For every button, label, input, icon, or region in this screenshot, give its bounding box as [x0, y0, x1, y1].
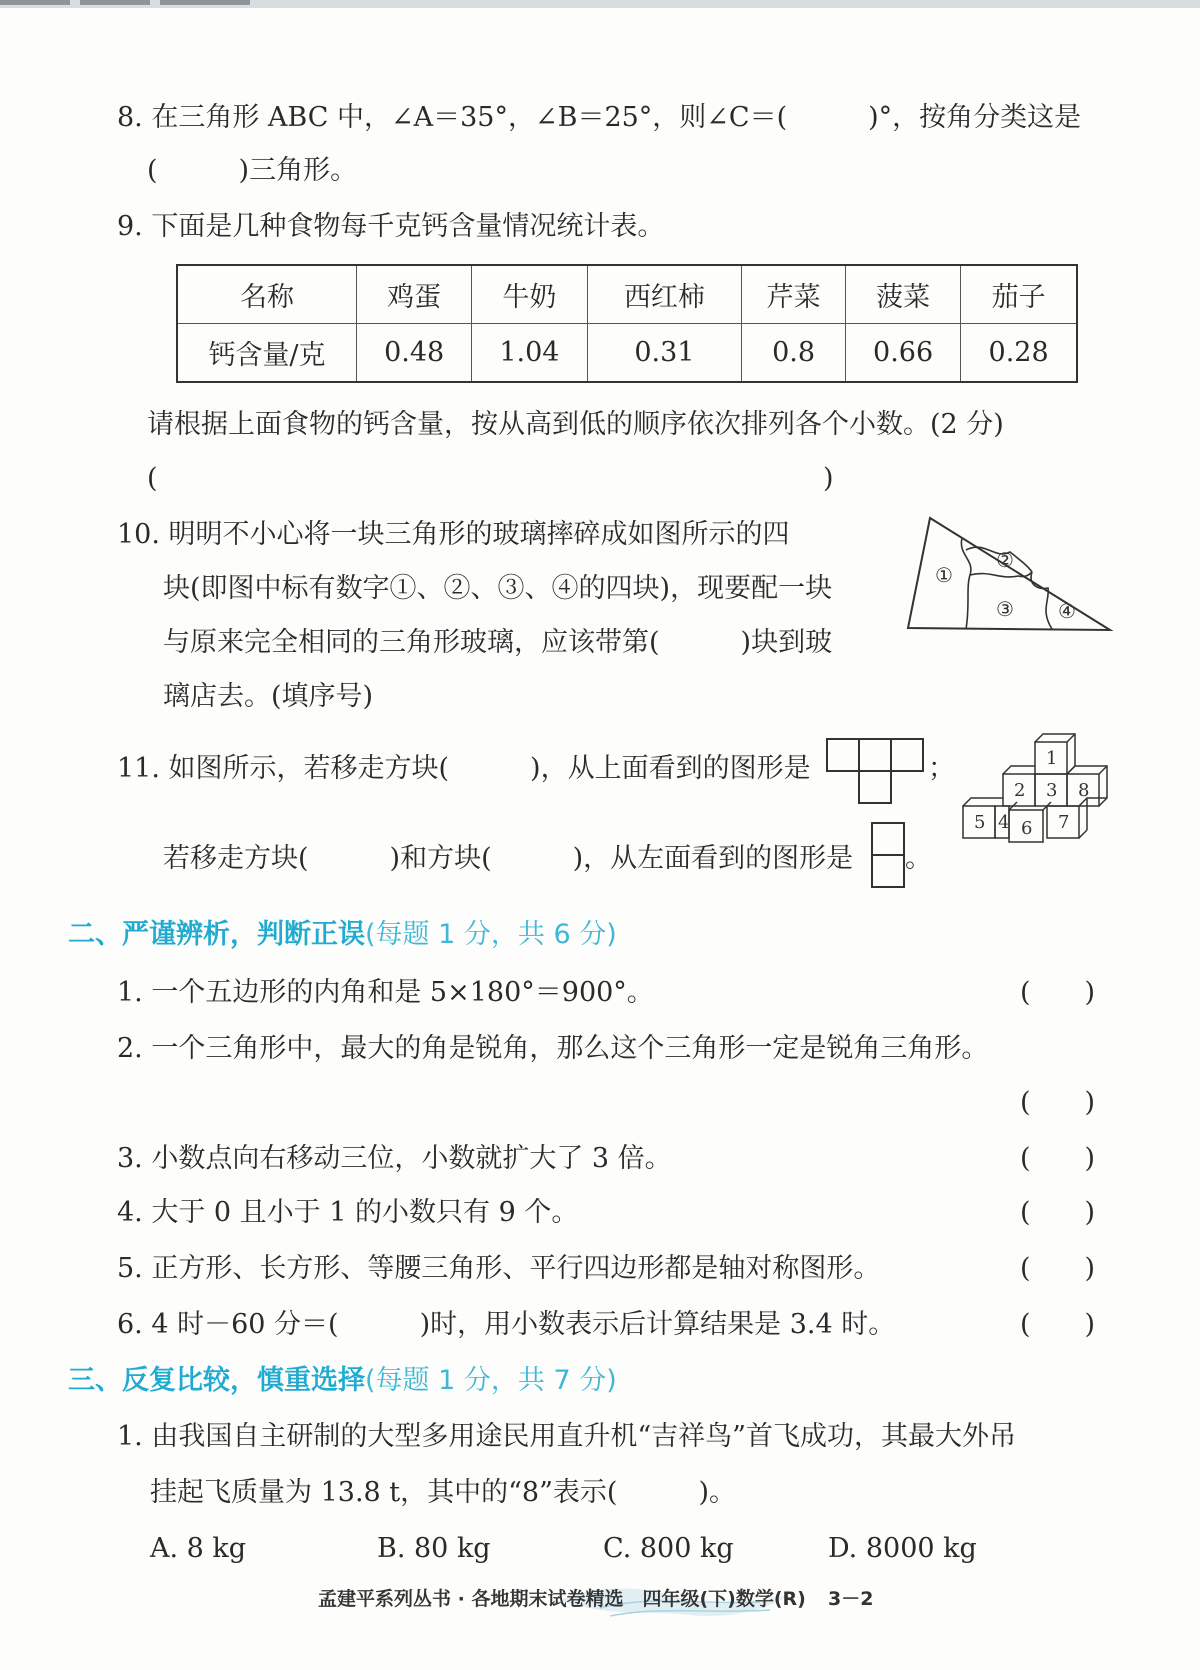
table-cell: 0.48 — [357, 324, 472, 383]
s2-item-6: 6. 4 时－60 分＝( )时，用小数表示后计算结果是 3.4 时。 — [117, 1309, 896, 1340]
table-cell: 钙含量/克 — [177, 324, 357, 383]
cube-label: 3 — [1046, 780, 1058, 801]
s2-item-5: 5. 正方形、长方形、等腰三角形、平行四边形都是轴对称图形。 — [117, 1253, 881, 1284]
option-a[interactable]: A. 8 kg — [150, 1533, 247, 1564]
figure-label: ① — [935, 563, 953, 587]
top-view-shape-icon — [826, 738, 926, 804]
s2-answer-4[interactable]: ( ) — [1020, 1197, 1096, 1228]
table-cell: 0.31 — [587, 324, 742, 383]
s2-item-1: 1. 一个五边形的内角和是 5×180°＝900°。 — [117, 977, 654, 1008]
cube-label: 7 — [1058, 812, 1070, 833]
s3-q1-line1: 1. 由我国自主研制的大型多用途民用直升机“吉祥鸟”首飞成功，其最大外吊 — [117, 1421, 1016, 1452]
table-cell: 西红柿 — [587, 265, 742, 324]
table-cell: 茄子 — [961, 265, 1077, 324]
q11-line1: 11. 如图所示，若移走方块( )，从上面看到的图形是 — [117, 753, 811, 784]
s2-answer-3[interactable]: ( ) — [1020, 1143, 1096, 1174]
q8-line2: ( )三角形。 — [147, 155, 358, 186]
section3-title: 三、反复比较，慎重选择 — [68, 1365, 365, 1396]
section3-heading — [68, 1364, 617, 1398]
cube-label: 2 — [1014, 780, 1026, 801]
q10-line3: 与原来完全相同的三角形玻璃，应该带第( )块到玻 — [163, 627, 833, 658]
calcium-table — [176, 264, 1078, 383]
section2-heading — [68, 918, 617, 952]
q9-answer-close: ) — [823, 463, 834, 494]
cube-label: 8 — [1078, 780, 1090, 801]
table-cell: 0.66 — [845, 324, 960, 383]
footer-page-number: 3－2 — [828, 1588, 874, 1610]
table-cell: 牛奶 — [472, 265, 587, 324]
q9-intro: 9. 下面是几种食物每千克钙含量情况统计表。 — [117, 211, 665, 242]
table-cell: 鸡蛋 — [357, 265, 472, 324]
table-header-row — [177, 265, 1077, 324]
broken-triangle-figure — [900, 510, 1120, 640]
q10-line2: 块(即图中标有数字①、②、③、④的四块)，现要配一块 — [163, 573, 833, 604]
section3-subtitle: (每题 1 分，共 7 分) — [365, 1365, 617, 1396]
table-cell: 1.04 — [472, 324, 587, 383]
s2-answer-2[interactable]: ( ) — [1020, 1087, 1096, 1118]
s2-item-4: 4. 大于 0 且小于 1 的小数只有 9 个。 — [117, 1197, 579, 1228]
left-view-shape-icon — [871, 822, 905, 888]
q8-line1: 8. 在三角形 ABC 中，∠A＝35°，∠B＝25°，则∠C＝( )°，按角分类这是 — [117, 102, 1082, 133]
s2-answer-6[interactable]: ( ) — [1020, 1309, 1096, 1340]
q11-line1-end: ； — [928, 753, 955, 784]
q9-prompt: 请根据上面食物的钙含量，按从高到低的顺序依次排列各个小数。(2 分) — [147, 409, 1004, 440]
option-d[interactable]: D. 8000 kg — [828, 1533, 977, 1564]
cube-label: 5 — [974, 812, 986, 833]
cube-label: 1 — [1046, 748, 1058, 769]
table-row — [177, 324, 1077, 383]
cube-label: 4 — [998, 812, 1010, 833]
top-scan-band — [0, 0, 1200, 8]
footer-series-title: 孟建平系列丛书 · 各地期末试卷精选 四年级(下)数学(R) — [318, 1588, 806, 1610]
q11-line2: 若移走方块( )和方块( )，从左面看到的图形是 — [163, 843, 854, 874]
cube-stack-figure — [962, 730, 1112, 850]
cube-label: 6 — [1021, 818, 1033, 839]
option-b[interactable]: B. 80 kg — [377, 1533, 491, 1564]
s2-item-3: 3. 小数点向右移动三位，小数就扩大了 3 倍。 — [117, 1143, 672, 1174]
option-c[interactable]: C. 800 kg — [603, 1533, 734, 1564]
figure-label: ③ — [996, 597, 1014, 621]
figure-label: ④ — [1058, 599, 1076, 623]
table-cell: 0.28 — [961, 324, 1077, 383]
table-cell: 芹菜 — [742, 265, 846, 324]
table-cell: 名称 — [177, 265, 357, 324]
q9-answer-open: ( — [147, 463, 158, 494]
q10-line1: 10. 明明不小心将一块三角形的玻璃摔碎成如图所示的四 — [117, 519, 790, 550]
table-cell: 0.8 — [742, 324, 846, 383]
q10-line4: 璃店去。(填序号) — [163, 681, 374, 712]
section2-subtitle: (每题 1 分，共 6 分) — [365, 919, 617, 950]
figure-label: ② — [996, 548, 1014, 572]
s3-q1-line2: 挂起飞质量为 13.8 t，其中的“8”表示( )。 — [150, 1477, 736, 1508]
q11-line2-end: 。 — [905, 843, 932, 874]
s2-item-2: 2. 一个三角形中，最大的角是锐角，那么这个三角形一定是锐角三角形。 — [117, 1033, 989, 1064]
section2-title: 二、严谨辨析，判断正误 — [68, 919, 365, 950]
table-cell: 菠菜 — [845, 265, 960, 324]
s2-answer-5[interactable]: ( ) — [1020, 1253, 1096, 1284]
s2-answer-1[interactable]: ( ) — [1020, 977, 1096, 1008]
